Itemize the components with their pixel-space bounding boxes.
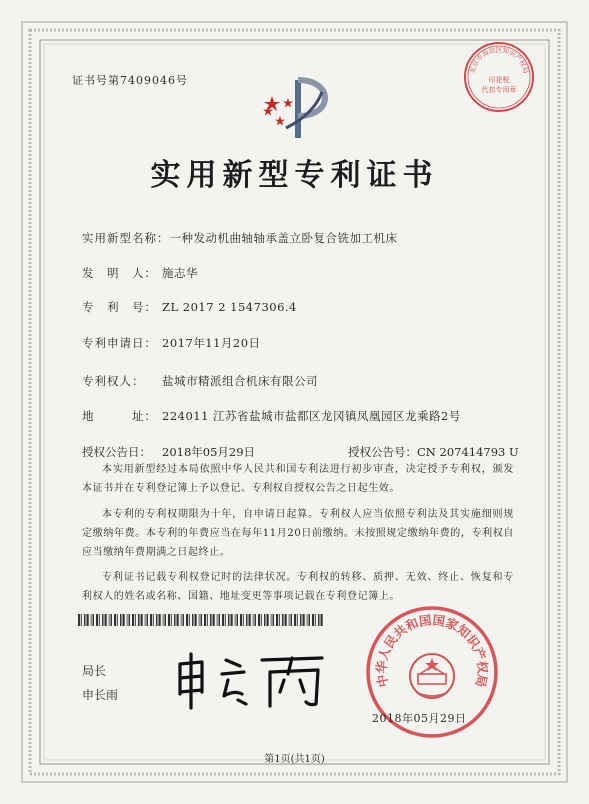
barcode-bar — [132, 614, 134, 626]
barcode — [78, 614, 324, 626]
barcode-bar — [285, 614, 287, 626]
top-seal-outer-text: 北京市海淀区知识产权局 — [468, 46, 530, 75]
barcode-bar — [258, 614, 260, 626]
barcode-bar — [189, 614, 190, 626]
field-publication-date — [82, 444, 255, 460]
barcode-bar — [201, 614, 203, 626]
barcode-bar — [165, 614, 167, 626]
signatory-name: 申长雨 — [82, 688, 119, 702]
field-value: CN 207414793 U — [417, 445, 519, 459]
field-label: 专利申请日： — [82, 336, 157, 350]
barcode-bar — [99, 614, 100, 626]
barcode-bar — [273, 614, 275, 626]
barcode-bar — [279, 614, 280, 626]
barcode-bar — [174, 614, 176, 626]
barcode-bar — [297, 614, 298, 626]
field-value: 施志华 — [162, 266, 198, 280]
field-label: 地 址： — [82, 409, 157, 423]
barcode-bar — [264, 614, 266, 626]
barcode-bar — [138, 614, 140, 626]
barcode-bar — [168, 614, 170, 626]
barcode-bar — [291, 614, 293, 626]
handwritten-signature — [172, 650, 332, 710]
barcode-bar — [102, 614, 104, 626]
barcode-bar — [300, 614, 302, 626]
barcode-bar — [219, 614, 221, 626]
barcode-bar — [147, 614, 149, 626]
field-utility-model-name — [82, 230, 398, 246]
field-label: 发 明 人： — [82, 266, 157, 280]
barcode-bar — [109, 614, 110, 626]
barcode-bar — [213, 614, 215, 626]
field-patent-number — [82, 299, 297, 315]
field-value: 2017年11月20日 — [162, 336, 261, 350]
top-seal-line-2: 代扣专用章 — [481, 86, 517, 94]
barcode-bar — [78, 614, 80, 626]
paragraph-grant: 本实用新型经过本局依照中华人民共和国专利法进行初步审查，决定授予专利权，颁发本证书并在专利登记簿上予以登记。专利权自授权公告之日起生效。 — [82, 464, 514, 494]
barcode-bar — [315, 614, 316, 626]
barcode-bar — [153, 614, 154, 626]
barcode-bar — [195, 614, 197, 626]
barcode-bar — [249, 614, 251, 626]
barcode-bar — [177, 614, 179, 626]
barcode-bar — [145, 614, 146, 626]
barcode-bar — [235, 614, 236, 626]
field-label: 专利权人： — [82, 374, 145, 388]
issue-date: 2018年05月29日 — [372, 712, 467, 725]
field-publication-number — [348, 444, 519, 460]
barcode-bar — [81, 614, 82, 626]
barcode-bar — [87, 614, 89, 626]
barcode-bar — [111, 614, 113, 626]
barcode-bar — [96, 614, 98, 626]
barcode-bar — [222, 614, 224, 626]
barcode-bar — [127, 614, 128, 626]
field-value: ZL 2017 2 1547306.4 — [162, 300, 297, 314]
barcode-bar — [231, 614, 233, 626]
barcode-bar — [207, 614, 208, 626]
barcode-bar — [307, 614, 308, 626]
barcode-bar — [309, 614, 311, 626]
certificate-number: 证书号第7409046号 — [72, 74, 188, 87]
barcode-bar — [163, 614, 164, 626]
national-emblem-icon — [410, 654, 454, 698]
barcode-bar — [253, 614, 254, 626]
field-inventor — [82, 265, 198, 281]
barcode-bar — [246, 614, 248, 626]
barcode-bar — [91, 614, 92, 626]
field-value: 盐城市精派组合机床有限公司 — [162, 374, 318, 388]
barcode-bar — [123, 614, 125, 626]
barcode-bar — [294, 614, 296, 626]
barcode-bar — [199, 614, 200, 626]
seal-text: 中华人民共和国国家知识产权局 — [373, 612, 491, 689]
top-seal-line-1: 印花税 — [488, 76, 510, 84]
page-number: 第1页(共1页) — [264, 754, 325, 765]
field-address — [82, 408, 461, 424]
barcode-bar — [150, 614, 152, 626]
field-patentee — [82, 373, 318, 389]
barcode-bar — [243, 614, 244, 626]
barcode-bar — [240, 614, 242, 626]
barcode-bar — [192, 614, 194, 626]
barcode-bar — [217, 614, 218, 626]
barcode-bar — [225, 614, 226, 626]
barcode-bar — [282, 614, 284, 626]
barcode-bar — [312, 614, 314, 626]
barcode-bar — [261, 614, 262, 626]
field-label: 实用新型名称： — [82, 231, 170, 245]
barcode-bar — [186, 614, 188, 626]
tax-seal-stamp — [462, 40, 536, 114]
barcode-bar — [93, 614, 95, 626]
barcode-bar — [84, 614, 86, 626]
barcode-bar — [255, 614, 257, 626]
field-label: 专 利 号： — [82, 300, 157, 314]
barcode-bar — [159, 614, 161, 626]
field-value: 224011 江苏省盐城市盐都区龙冈镇凤凰园区龙乘路2号 — [162, 409, 461, 423]
field-value: 一种发动机曲轴轴承盖立卧复合铣加工机床 — [169, 231, 398, 245]
field-label: 授权公告日： — [82, 445, 151, 459]
barcode-bar — [156, 614, 158, 626]
barcode-bar — [210, 614, 212, 626]
barcode-bar — [237, 614, 239, 626]
barcode-bar — [303, 614, 305, 626]
barcode-bar — [271, 614, 272, 626]
barcode-bar — [114, 614, 116, 626]
barcode-bar — [289, 614, 290, 626]
paragraph-term: 本专利的专利权期限为十年，自申请日起算。专利权人应当依照专利法及其实施细则规定缴纳年费。本专利的年费应当在每年11月20日前缴纳。未按照规定缴纳年费的，专利权自应当缴纳年费期满之日起终止。 — [82, 509, 514, 558]
barcode-bar — [141, 614, 143, 626]
barcode-bar — [181, 614, 182, 626]
barcode-bar — [171, 614, 172, 626]
signatory-title: 局长 — [82, 664, 107, 678]
field-filing-date — [82, 335, 261, 351]
barcode-bar — [321, 614, 323, 626]
field-label: 授权公告号： — [348, 445, 417, 459]
barcode-bar — [135, 614, 136, 626]
barcode-bar — [276, 614, 278, 626]
patent-office-logo-icon — [262, 72, 340, 144]
barcode-bar — [129, 614, 131, 626]
barcode-bar — [204, 614, 206, 626]
page-title: 实用新型专利证书 — [150, 158, 439, 193]
barcode-bar — [183, 614, 185, 626]
barcode-bar — [228, 614, 230, 626]
barcode-bar — [318, 614, 320, 626]
barcode-bar — [267, 614, 269, 626]
barcode-bar — [120, 614, 122, 626]
barcode-bar — [105, 614, 107, 626]
field-value: 2018年05月29日 — [162, 445, 256, 459]
paragraph-legal-status: 专利证书记载专利权登记时的法律状况。专利权的转移、质押、无效、终止、恢复和专利权人的姓名或名称、国籍、地址变更等事项记载在专利登记簿上。 — [82, 572, 514, 602]
barcode-bar — [117, 614, 118, 626]
